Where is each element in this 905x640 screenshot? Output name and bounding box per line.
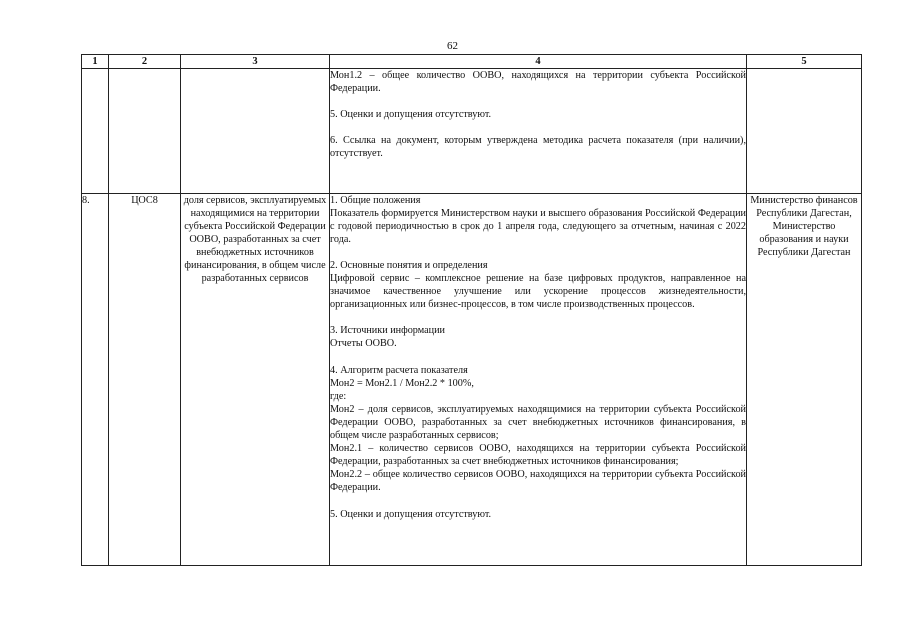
page-number: 62	[447, 40, 458, 52]
formula: Мон2 = Мон2.1 / Мон2.2 * 100%,	[330, 378, 474, 389]
responsible-bodies: Министерство финансов Республики Дагестан, Министерство образования и науки Республики Дагестан	[747, 194, 862, 566]
section-3-title: 3. Источники информации	[330, 325, 445, 336]
section-1-title: 1. Общие положения	[330, 195, 421, 206]
row-number: 8.	[82, 194, 109, 566]
table-row-continuation	[82, 69, 862, 194]
header-col-4: 4	[330, 55, 747, 69]
method-description-cont	[330, 69, 747, 194]
cell-empty	[109, 69, 181, 194]
section-4-title: 4. Алгоритм расчета показателя	[330, 365, 468, 376]
indicator-name: доля сервисов, эксплуатируемых находящимися на территории субъекта Российской Федерации ООВО, разработанных за счет внебюджетных источников финансирования, в общем числе разработанных сервисов	[181, 194, 330, 566]
indicator-table	[81, 54, 862, 566]
cell-empty	[181, 69, 330, 194]
section-2-title: 2. Основные понятия и определения	[330, 260, 488, 271]
table-row-8	[82, 194, 862, 566]
method-description	[330, 194, 747, 566]
assumptions-text: 5. Оценки и допущения отсутствуют.	[330, 109, 492, 120]
table-header-row	[82, 55, 862, 69]
header-col-2: 2	[109, 55, 181, 69]
mon21-definition: Мон2.1 – количество сервисов ООВО, находящихся на территории субъекта Российской Федерации, разработанных за счет внебюджетных источников финансирования;	[330, 443, 746, 467]
section-2-text: Цифровой сервис – комплексное решение на базе цифровых продуктов, направленное на значимое качественное улучшение или ускорение процессов жизнедеятельности, организационных или бизнес-процессов, в том числе производственных процессов.	[330, 273, 746, 310]
cell-empty	[82, 69, 109, 194]
mon12-definition: Мон1.2 – общее количество ООВО, находящихся на территории субъекта Российской Федерации.	[330, 70, 746, 94]
section-5-text: 5. Оценки и допущения отсутствуют.	[330, 509, 492, 520]
header-col-5: 5	[747, 55, 862, 69]
section-3-text: Отчеты ООВО.	[330, 338, 397, 349]
section-1-text: Показатель формируется Министерством науки и высшего образования Российской Федерации с годовой периодичностью в срок до 1 апреля года, следующего за отчетным, начиная с 2022 года.	[330, 208, 746, 245]
header-col-1: 1	[82, 55, 109, 69]
reference-text: 6. Ссылка на документ, которым утверждена методика расчета показателя (при наличии), отсутствует.	[330, 135, 746, 159]
cell-empty	[747, 69, 862, 194]
mon22-definition: Мон2.2 – общее количество сервисов ООВО, находящихся на территории субъекта Российской Федерации.	[330, 469, 746, 493]
formula-where: где:	[330, 391, 347, 402]
header-col-3: 3	[181, 55, 330, 69]
indicator-code: ЦОС8	[109, 194, 181, 566]
mon2-definition: Мон2 – доля сервисов, эксплуатируемых находящимися на территории субъекта Российской Федерации ООВО, разработанных за счет внебюджетных источников финансирования, в общем числе разработанных сервисов;	[330, 404, 746, 441]
